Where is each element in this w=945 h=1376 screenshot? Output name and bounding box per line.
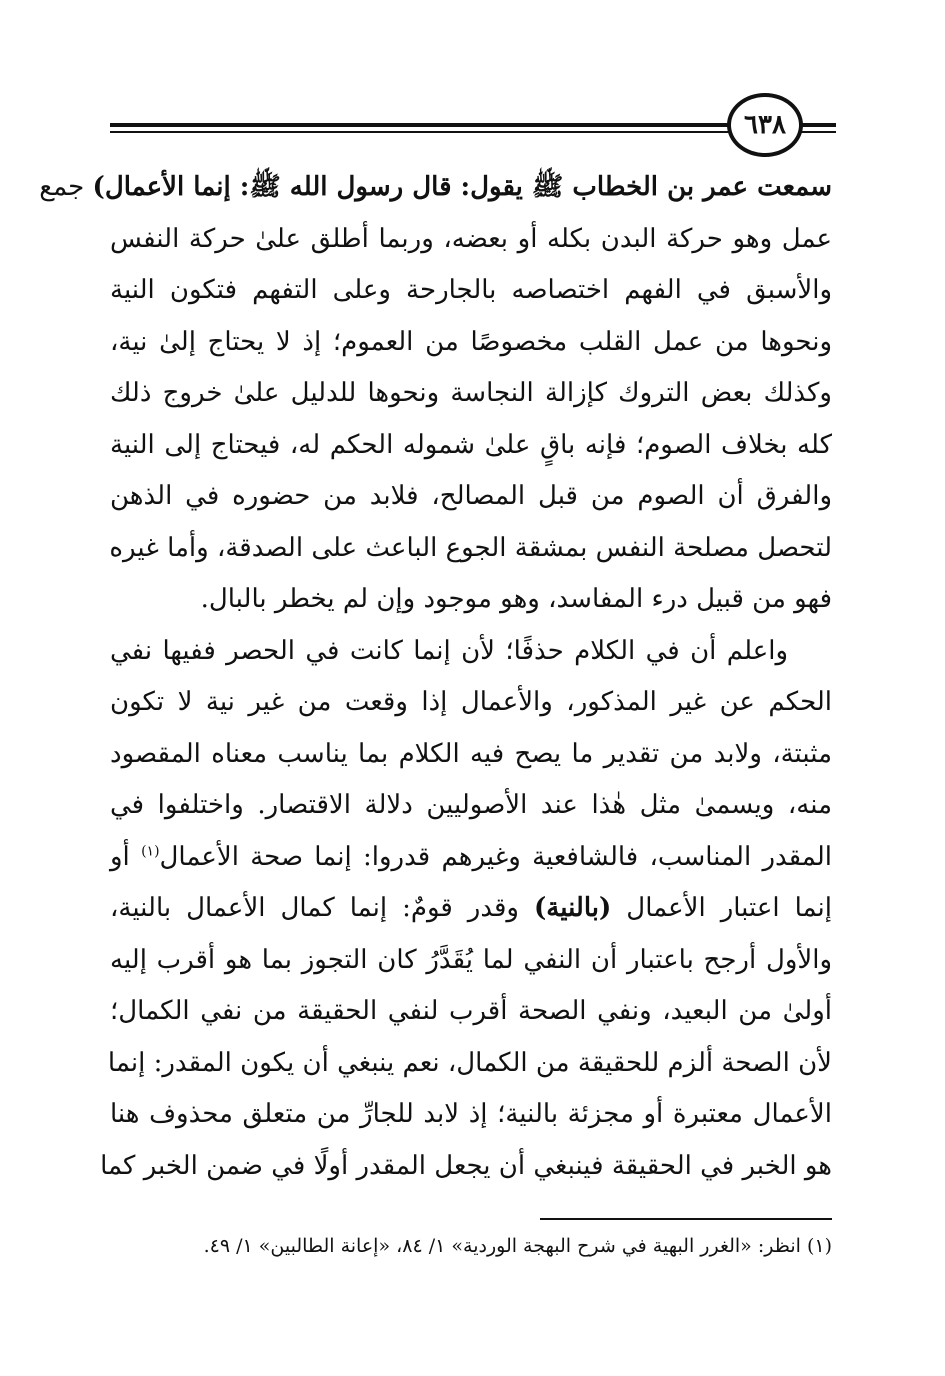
header-rule-thick	[110, 123, 730, 127]
header-rule-right-thin	[800, 131, 836, 133]
text-line-3: والأسبق في الفهم اختصاصه بالجارحة وعلى التفهم فتكون النية	[110, 275, 832, 305]
text-line-11: الحكم عن غير المذكور، والأعمال إذا وقعت من غير نية لا تكون	[110, 687, 832, 717]
text-line-14-b: أو	[110, 841, 142, 872]
header-rule-right-thick	[800, 123, 836, 127]
text-line-1-bold: سمعت عمر بن الخطاب ﷺ يقول: قال رسول الله ﷺ: إنما الأعمال)	[92, 172, 832, 202]
footnote-ref-1[interactable]: (١)	[141, 842, 160, 859]
text-line-20: هو الخبر في الحقيقة فينبغي أن يجعل المقدر أولًا في ضمن الخبر كما	[100, 1150, 832, 1181]
text-line-7: والفرق أن الصوم من قبل المصالح، فلابد من حضوره في الذهن	[110, 481, 832, 511]
text-line-19: الأعمال معتبرة أو مجزئة بالنية؛ إذ لابد للجارِّ من متعلق محذوف هنا	[110, 1099, 832, 1129]
text-line-4: ونحوها من عمل القلب مخصوصًا من العموم؛ إذ لا يحتاج إلىٰ نية،	[110, 326, 832, 357]
footnote-marker: (١)	[806, 1235, 832, 1257]
page-number: ٦٣٨	[744, 110, 786, 140]
page-header	[0, 0, 945, 160]
text-line-9: فهو من قبيل درء المفاسد، وهو موجود وإن لم يخطر بالبال.	[200, 584, 832, 614]
footnote-separator	[540, 1218, 832, 1220]
footnote	[110, 1230, 832, 1262]
text-line-16: والأول أرجح باعتبار أن النفي لما يُقَدَّرُ كان التجوز بما هو أقرب إليه	[110, 944, 832, 975]
text-line-5: وكذلك بعض التروك كإزالة النجاسة ونحوها للدليل علىٰ خروج ذلك	[110, 378, 832, 408]
text-line-15-b: وقدر قومٌ: إنما كمال الأعمال بالنية،	[110, 893, 534, 923]
text-line-15-bold: (بالنية)	[533, 893, 612, 923]
footnote-text: انظر: «الغرر البهية في شرح البهجة الوردية» ١/ ٨٤، «إعانة الطالبين» ١/ ٤٩.	[203, 1235, 801, 1257]
text-line-15-a: إنما اعتبار الأعمال	[611, 893, 833, 923]
header-rule-thin	[110, 131, 730, 133]
text-line-10: واعلم أن في الكلام حذفًا؛ لأن إنما كانت في الحصر ففيها نفي	[110, 635, 788, 666]
text-line-1-rest: جمع	[39, 172, 93, 202]
text-line-2: عمل وهو حركة البدن بكله أو بعضه، وربما أطلق علىٰ حركة النفس	[110, 223, 832, 254]
text-line-8: لتحصل مصلحة النفس بمشقة الجوع الباعث على الصدقة، وأما غيره	[109, 532, 832, 563]
text-line-13: منه، ويسمىٰ مثل هٰذا عند الأصوليين دلالة الاقتصار. واختلفوا في	[110, 790, 832, 820]
text-line-17: أولىٰ من البعيد، ونفي الصحة أقرب لنفي الحقيقة من نفي الكمال؛	[110, 996, 832, 1026]
body-text	[39, 162, 833, 1192]
text-line-15	[110, 883, 832, 935]
page-number-badge	[727, 93, 803, 157]
text-line-1	[39, 162, 832, 214]
text-line-14	[110, 832, 832, 884]
text-line-6: كله بخلاف الصوم؛ فإنه باقٍ علىٰ شموله الحكم له، فيحتاج إلى النية	[110, 429, 832, 460]
text-line-12: مثبتة، ولابد من تقدير ما يصح فيه الكلام بما يناسب معناه المقصود	[110, 738, 832, 769]
text-line-14-a: المقدر المناسب، فالشافعية وغيرهم قدروا: إنما صحة الأعمال	[159, 841, 832, 872]
text-line-18: لأن الصحة ألزم للحقيقة من الكمال، نعم ينبغي أن يكون المقدر: إنما	[107, 1047, 832, 1078]
